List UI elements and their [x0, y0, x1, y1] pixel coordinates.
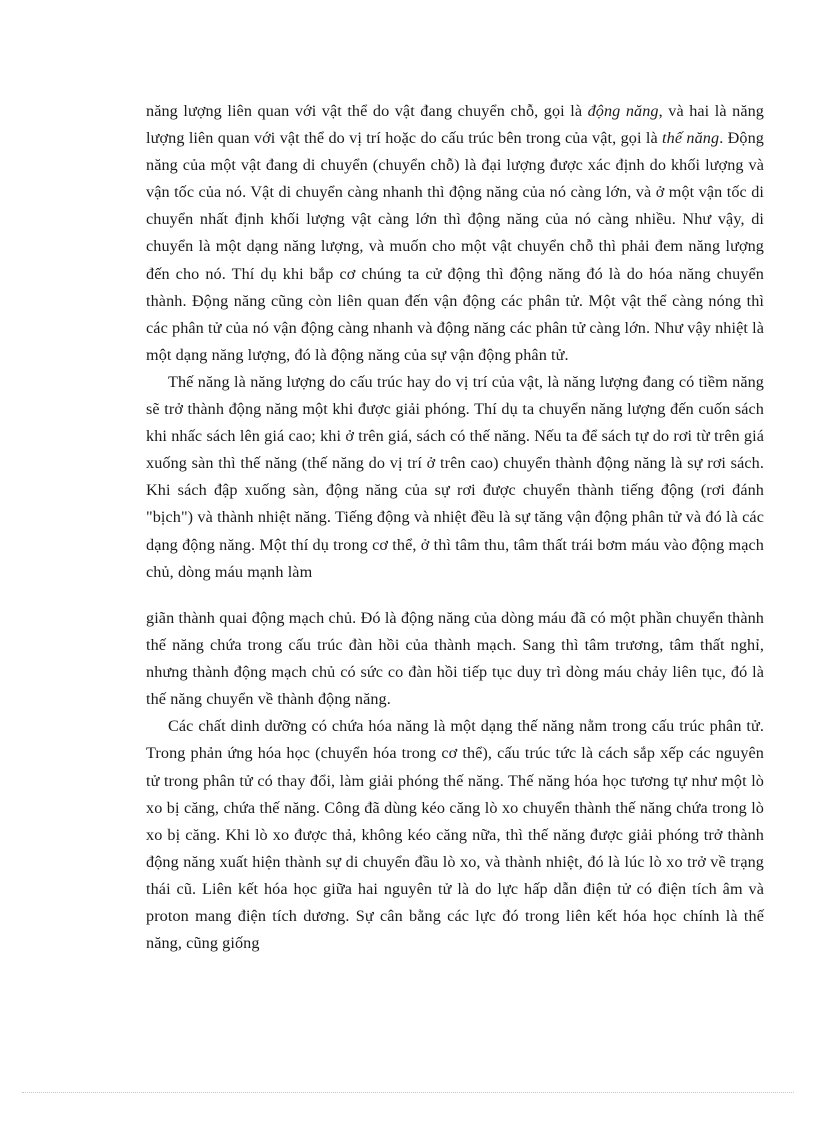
- paragraph-kinetic-energy: [146, 98, 764, 369]
- paragraph-text: , và hai là năng lượng liên quan với vật thể do vị trí hoặc do cấu trúc bên trong của vật, gọi là: [146, 102, 764, 148]
- paragraph-chemical-energy: Các chất dinh dưỡng có chứa hóa năng là một dạng thế năng nằm trong cấu trúc phân tử. Trong phản ứng hóa học (chuyển hóa trong cơ thể), cấu trúc tức là cách sắp xếp các nguyên tử trong phân tử có thay đổi, làm giải phóng thế năng. Thế năng hóa học tương tự như một lò xo bị căng, chứa thế năng. Công đã dùng kéo căng lò xo chuyển thành thế năng chứa trong lò xo bị căng. Khi lò xo được thả, không kéo căng nữa, thì thế năng được giải phóng trở thành động năng xuất hiện thành sự di chuyển đầu lò xo, và thành nhiệt, đó là lúc lò xo trở về trạng thái cũ. Liên kết hóa học giữa hai nguyên tử là do lực hấp dẫn điện tử có điện tích âm và proton mang điện tích dương. Sự cân bằng các lực đó trong liên kết hóa học chính là thế năng, cũng giống: [146, 717, 764, 953]
- emphasis-term: thế năng: [662, 129, 720, 148]
- paragraph-aorta: giãn thành quai động mạch chủ. Đó là động năng của dòng máu đã có một phần chuyển thành thế năng chứa trong cấu trúc đàn hồi của thành mạch. Sang thì tâm trương, tâm thất nghỉ, nhưng thành động mạch chủ có sức co đàn hồi tiếp tục duy trì dòng máu chảy liên tục, đó là thế năng chuyển về thành động năng.: [146, 609, 764, 709]
- paragraph-text: . Động năng của một vật đang di chuyển (chuyển chỗ) là đại lượng được xác định do khối lượng và vận tốc của nó. Vật di chuyển càng nhanh thì động năng của nó càng lớn, và ở một vận tốc di chuyển nhất định khối lượng vật càng lớn thì động năng của nó càng nhiều. Như vậy, di chuyển là một dạng năng lượng, và muốn cho một vật chuyển chỗ thì phải đem năng lượng đến cho nó. Thí dụ khi bắp cơ chúng ta cử động thì động năng đó là do hóa năng chuyển thành. Động năng cũng còn liên quan đến vận động các phân tử. Một vật thể càng nóng thì các phân tử của nó vận động càng nhanh và động năng các phân tử càng lớn. Như vậy nhiệt là một dạng năng lượng, đó là động năng của sự vận động phân tử.: [146, 129, 765, 364]
- emphasis-term: động năng: [587, 102, 659, 120]
- page-bottom-divider: [22, 1092, 794, 1093]
- text-block-top: [146, 98, 764, 586]
- text-block-bottom: [146, 605, 764, 957]
- paragraph-potential-energy: Thế năng là năng lượng do cấu trúc hay do vị trí của vật, là năng lượng đang có tiềm năng sẽ trở thành động năng một khi được giải phóng. Thí dụ ta chuyển năng lượng đến cuốn sách khi nhấc sách lên giá cao; khi ở trên giá, sách có thế năng. Nếu ta để sách tự do rơi từ trên giá xuống sàn thì thế năng (thế năng do vị trí ở trên cao) chuyển thành động năng là sự rơi sách. Khi sách đập xuống sàn, động năng của sự rơi được chuyển thành tiếng động (rơi đánh "bịch") và thành nhiệt năng. Tiếng động và nhiệt đều là sự tăng vận động phân tử và đó là các dạng động năng. Một thí dụ trong cơ thể, ở thì tâm thu, tâm thất trái bơm máu vào động mạch chủ, dòng máu mạnh làm: [146, 372, 764, 581]
- paragraph-text: năng lượng liên quan với vật thể do vật đang chuyển chỗ, gọi là: [146, 102, 588, 120]
